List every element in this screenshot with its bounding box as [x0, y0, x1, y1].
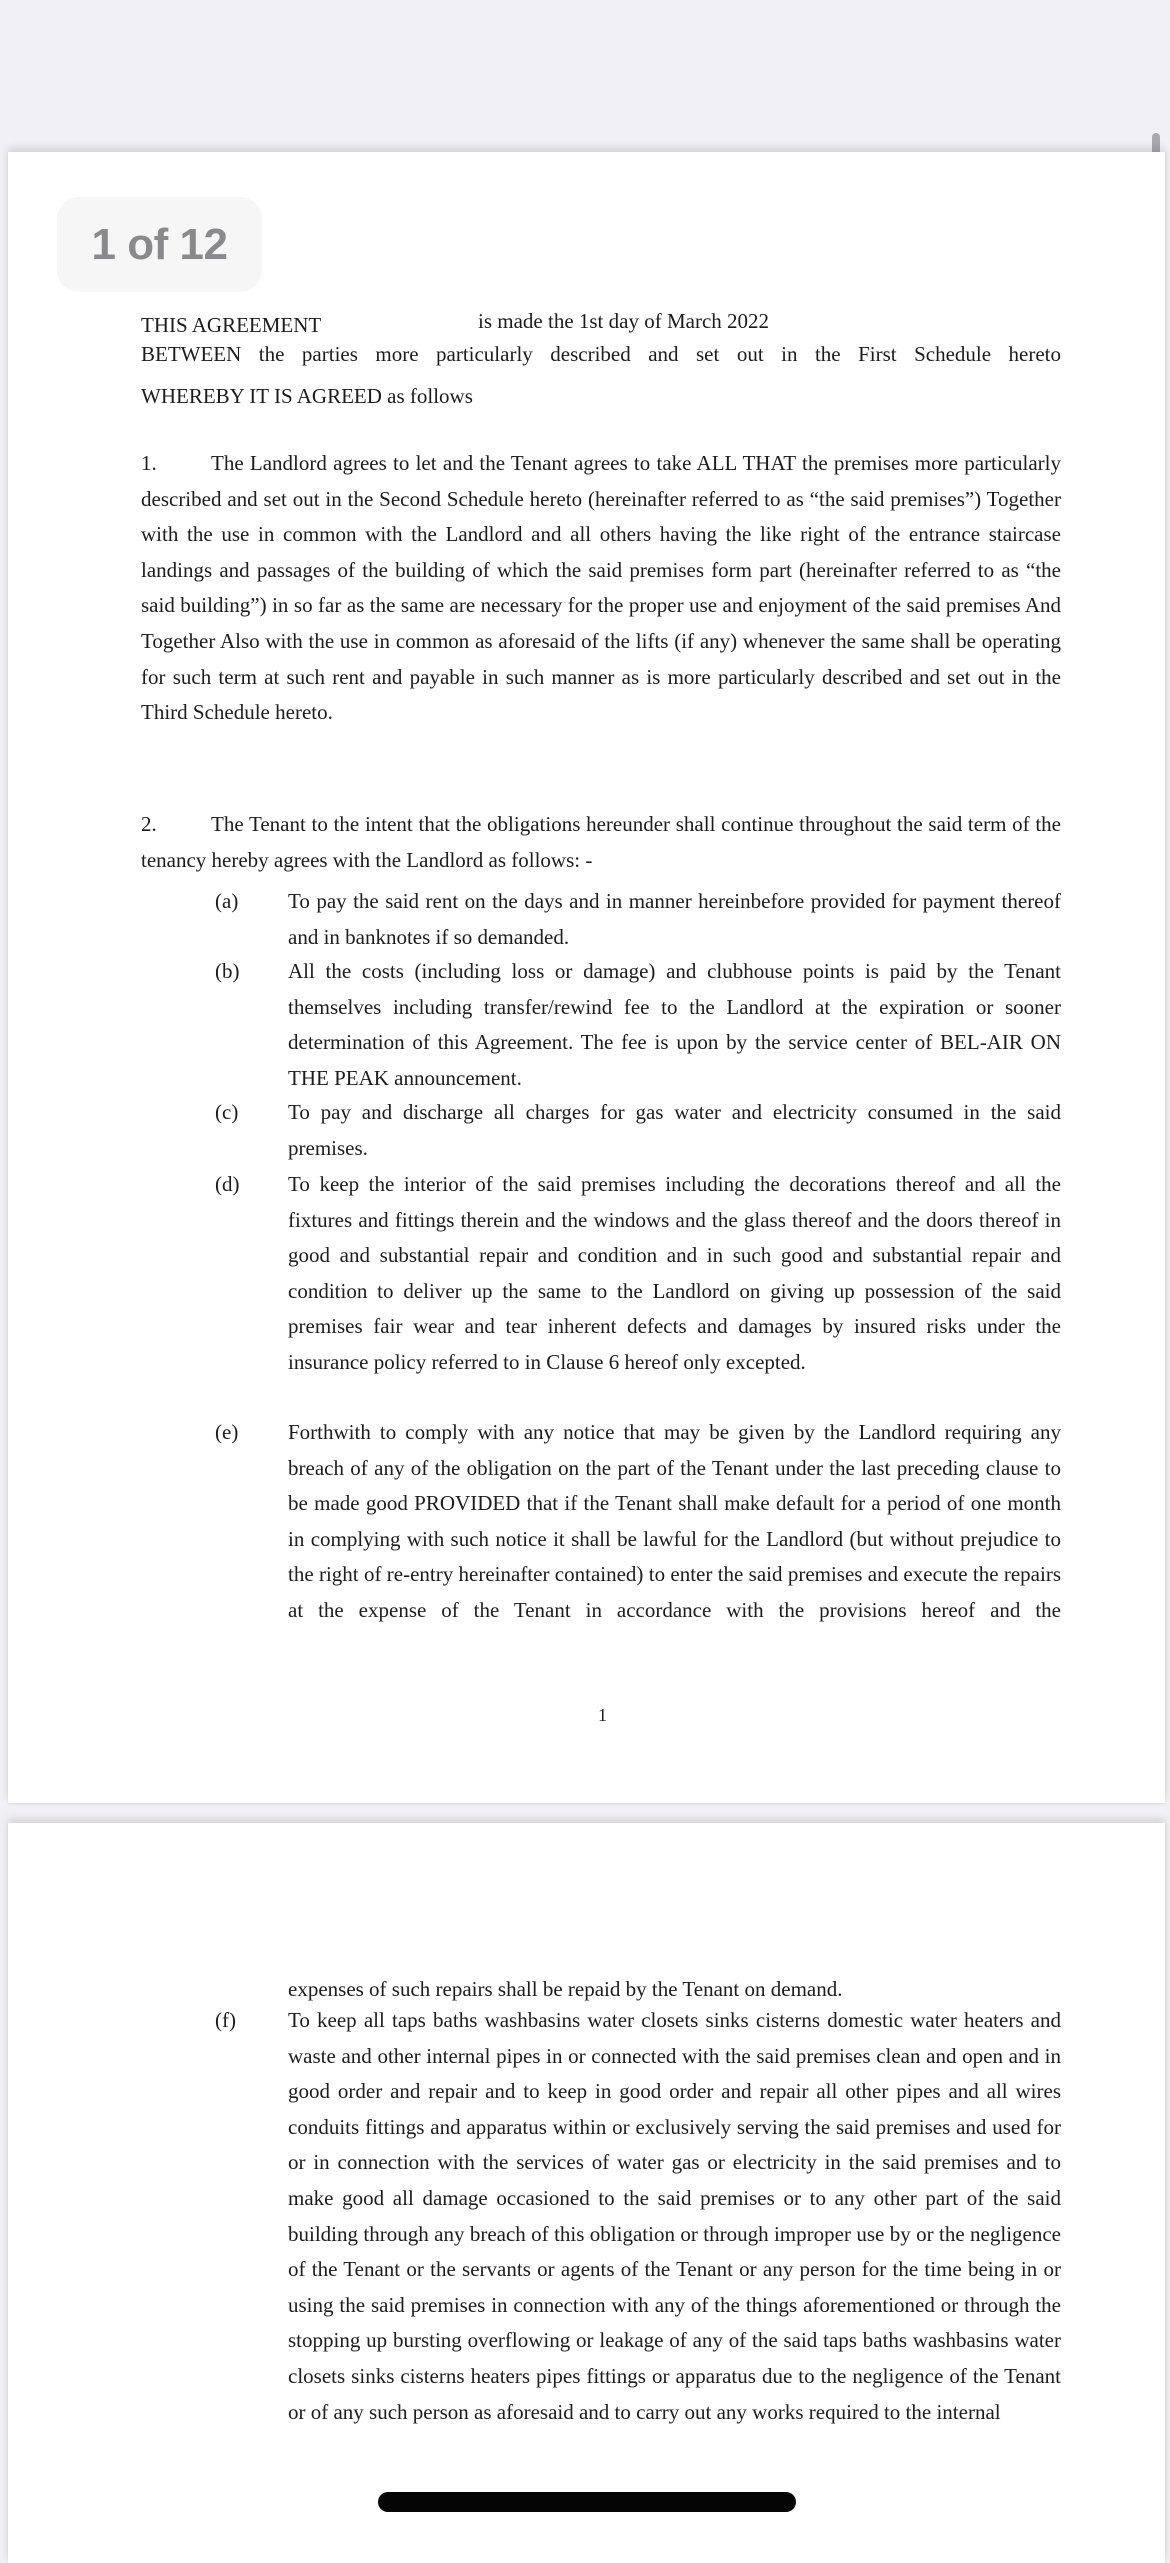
clause-2-item-d — [215, 1167, 1061, 1381]
item-label: (b) — [215, 959, 240, 983]
page-indicator-badge: 1 of 12 — [57, 197, 262, 292]
continuation-text: expenses of such repairs shall be repaid by the Tenant on demand. — [288, 1977, 843, 2001]
clause-2-item-f — [215, 2003, 1061, 2430]
clause-2-item-e — [215, 1415, 1061, 1629]
item-label: (f) — [215, 2008, 236, 2032]
clause-1-text: The Landlord agrees to let and the Tenant agrees to take ALL THAT the premises more particularly described and set out in the Second Schedule hereto (hereinafter referred to as “the said premises”) Together with the use in common with the Landlord and all others having the like right of the entrance staircase landings and passages of the building of which the said premises form part (hereinafter referred to as “the said building”) in so far as the same are necessary for the proper use and enjoyment of the said premises And Together Also with the use in common as aforesaid of the lifts (if any) whenever the same shall be operating for such term at such rent and payable in such manner as is more particularly described and set out in the Third Schedule hereto. — [141, 451, 1061, 725]
page-footer-number: 1 — [598, 1705, 607, 1725]
clause-2-number: 2. — [141, 812, 157, 836]
item-label: (c) — [215, 1100, 239, 1124]
item-text: To pay and discharge all charges for gas water and electricity consumed in the said premises. — [288, 1100, 1061, 1160]
item-label: (e) — [215, 1420, 239, 1444]
redaction-mark — [378, 2492, 796, 2512]
clause-2-item-b — [215, 954, 1061, 1096]
item-text: To keep all taps baths washbasins water closets sinks cisterns domestic water heaters and waste and other internal pipes in or connected with the said premises clean and open and in good order and repair and to keep in good order and repair all other pipes and all wires conduits fittings and apparatus within or exclusively serving the said premises and used for or in connection with the services of water gas or electricity in the said premises and to make good all damage occasioned to the said premises or to any other part of the said building through any breach of this obligation or through improper use by or the negligence of the Tenant or the servants or agents of the Tenant or any person for the time being in or using the said premises in connection with any of the things aforementioned or through the stopping up bursting overflowing or leakage of any of the said taps baths washbasins water closets sinks cisterns heaters pipes fittings or apparatus due to the negligence of the Tenant or of any such person as aforesaid and to carry out any works required to the internal — [288, 2008, 1061, 2424]
clause-1 — [141, 446, 1061, 731]
clause-2-item-c — [215, 1095, 1061, 1166]
item-text: To keep the interior of the said premises including the decorations thereof and all the fixtures and fittings therein and the windows and the glass thereof and the doors thereof in good and substantial repair and condition and in such good and substantial repair and condition to deliver up the same to the Landlord on giving up possession of the said premises fair wear and tear inherent defects and damages by insured risks under the insurance policy referred to in Clause 6 hereof only excepted. — [288, 1172, 1061, 1374]
item-text: Forthwith to comply with any notice that may be given by the Landlord requiring any breach of any of the obligation on the part of the Tenant under the last preceding clause to be made good PROVIDED that if the Tenant shall make default for a period of one month in complying with such notice it shall be lawful for the Landlord (but without prejudice to the right of re-entry hereinafter contained) to enter the said premises and execute the repairs at the expense of the Tenant in accordance with the provisions hereof and the — [288, 1420, 1061, 1622]
agreement-title: THIS AGREEMENT — [141, 313, 322, 337]
clause-2 — [141, 807, 1061, 878]
item-text: To pay the said rent on the days and in manner hereinbefore provided for payment thereof and in banknotes if so demanded. — [288, 889, 1061, 949]
agreement-date: is made the 1st day of March 2022 — [478, 309, 770, 333]
item-text: All the costs (including loss or damage) and clubhouse points is paid by the Tenant themselves including transfer/rewind fee to the Landlord at the expiration or sooner determination of this Agreement. The fee is upon by the service center of BEL-AIR ON THE PEAK announcement. — [288, 959, 1061, 1090]
item-label: (a) — [215, 889, 239, 913]
item-label: (d) — [215, 1172, 240, 1196]
between-line: BETWEEN the parties more particularly described and set out in the First Schedule hereto — [141, 342, 1061, 366]
whereby-line: WHEREBY IT IS AGREED as follows — [141, 384, 473, 408]
clause-2-item-a — [215, 884, 1061, 955]
clause-1-number: 1. — [141, 451, 157, 475]
clause-2-text: The Tenant to the intent that the obligations hereunder shall continue throughout the said term of the tenancy hereby agrees with the Landlord as follows: - — [141, 812, 1061, 872]
